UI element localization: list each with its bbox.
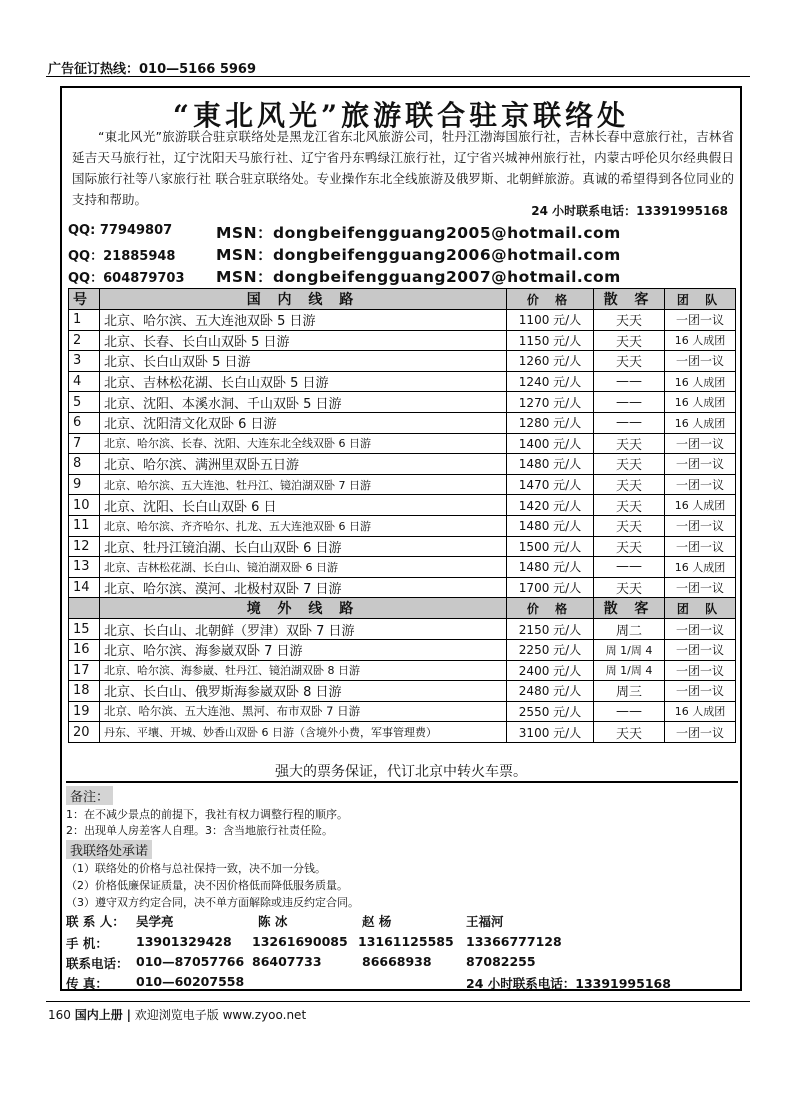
- mobile-number: 13901329428: [136, 934, 232, 949]
- schedule-cell: 天天: [594, 577, 665, 598]
- contact-person-label: 联 系 人：: [66, 914, 125, 929]
- table-row: [69, 474, 736, 495]
- group-cell: 一团一议: [665, 722, 736, 743]
- row-number: 20: [69, 722, 100, 743]
- table-row: [69, 619, 736, 640]
- table-row: [69, 392, 736, 413]
- group-cell: 一团一议: [665, 474, 736, 495]
- price-cell: 1260 元/人: [507, 351, 594, 372]
- schedule-cell: ——: [594, 412, 665, 433]
- schedule-cell: ——: [594, 371, 665, 392]
- price-cell: 1420 元/人: [507, 495, 594, 516]
- msn-address[interactable]: MSN：dongbeifengguang2005@hotmail.com: [216, 224, 621, 242]
- row-number: 6: [69, 412, 100, 433]
- route-cell: 北京、哈尔滨、海参崴双卧 7 日游: [100, 639, 507, 660]
- page-number: 160: [48, 1008, 71, 1022]
- group-cell: 16 人成团: [665, 412, 736, 433]
- page-footer: [48, 1006, 306, 1023]
- group-cell: 16 人成团: [665, 557, 736, 578]
- route-cell: 北京、长白山、俄罗斯海参崴双卧 8 日游: [100, 681, 507, 702]
- tel-number: 010—87057766: [136, 954, 245, 969]
- footer-separator: |: [126, 1008, 131, 1022]
- schedule-cell: ——: [594, 557, 665, 578]
- col-route-header: 国 内 线 路: [100, 289, 507, 310]
- route-cell: 北京、哈尔滨、五大连池双卧 5 日游: [100, 310, 507, 331]
- table-row: [69, 495, 736, 516]
- row-number: 5: [69, 392, 100, 413]
- route-cell: 北京、哈尔滨、五大连池、牡丹江、镜泊湖双卧 7 日游: [100, 474, 507, 495]
- table-row: [69, 310, 736, 331]
- qq-number: QQ: 77949807: [68, 223, 173, 238]
- route-cell: 北京、吉林松花湖、长白山双卧 5 日游: [100, 371, 507, 392]
- group-cell: 16 人成团: [665, 495, 736, 516]
- promise-title: 我联络处承诺: [66, 840, 152, 859]
- row-number: 12: [69, 536, 100, 557]
- contact-name: 赵 杨: [362, 914, 392, 929]
- row-number: 1: [69, 310, 100, 331]
- price-cell: 1480 元/人: [507, 515, 594, 536]
- promise-line: （1）联络处的价格与总社保持一致，决不加一分钱。: [66, 862, 326, 875]
- group-cell: 16 人成团: [665, 392, 736, 413]
- footer-section: 国内上册: [74, 1008, 123, 1022]
- tour-table: [68, 288, 736, 743]
- row-number: 7: [69, 433, 100, 454]
- col-number-header-blank: [69, 598, 100, 619]
- remarks-title: 备注：: [66, 786, 113, 805]
- table-row: [69, 701, 736, 722]
- row-number: 16: [69, 639, 100, 660]
- price-cell: 1270 元/人: [507, 392, 594, 413]
- price-cell: 1470 元/人: [507, 474, 594, 495]
- schedule-cell: 周 1/周 4: [594, 639, 665, 660]
- page-title: “東北风光”旅游联合驻京联络处: [172, 99, 630, 132]
- col-price-header: 价 格: [507, 289, 594, 310]
- footer-rule: [46, 1001, 750, 1002]
- section-divider: [66, 781, 738, 783]
- group-cell: 一团一议: [665, 515, 736, 536]
- route-cell: 丹东、平壤、开城、妙香山双卧 6 日游（含境外小费，军事管理费）: [100, 722, 507, 743]
- mobile-label: 手 机：: [66, 936, 108, 951]
- group-cell: 一团一议: [665, 351, 736, 372]
- price-cell: 1480 元/人: [507, 557, 594, 578]
- table-row: [69, 557, 736, 578]
- group-cell: 一团一议: [665, 660, 736, 681]
- price-cell: 2250 元/人: [507, 639, 594, 660]
- schedule-cell: 天天: [594, 495, 665, 516]
- schedule-cell: 天天: [594, 330, 665, 351]
- tel-number: 86407733: [252, 954, 322, 969]
- route-cell: 北京、哈尔滨、长春、沈阳、大连东北全线双卧 6 日游: [100, 433, 507, 454]
- phone-24h-bottom: 24 小时联系电话：13391995168: [466, 976, 671, 991]
- price-cell: 1500 元/人: [507, 536, 594, 557]
- row-number: 9: [69, 474, 100, 495]
- remark-line: 2：出现单人房差客人自理。3：含当地旅行社责任险。: [66, 824, 333, 837]
- tel-number: 86668938: [362, 954, 432, 969]
- price-cell: 2400 元/人: [507, 660, 594, 681]
- schedule-cell: ——: [594, 701, 665, 722]
- price-cell: 1240 元/人: [507, 371, 594, 392]
- row-number: 4: [69, 371, 100, 392]
- route-cell: 北京、沈阳、长白山双卧 6 日: [100, 495, 507, 516]
- ad-hotline: 广告征订热线：010—5166 5969: [48, 62, 257, 77]
- table-row: [69, 639, 736, 660]
- table-row: [69, 433, 736, 454]
- schedule-cell: 天天: [594, 474, 665, 495]
- route-cell: 北京、哈尔滨、海参崴、牡丹江、镜泊湖双卧 8 日游: [100, 660, 507, 681]
- group-cell: 16 人成团: [665, 371, 736, 392]
- route-cell: 北京、哈尔滨、齐齐哈尔、扎龙、五大连池双卧 6 日游: [100, 515, 507, 536]
- table-row: [69, 351, 736, 372]
- route-cell: 北京、哈尔滨、五大连池、黑河、布市双卧 7 日游: [100, 701, 507, 722]
- table-row: [69, 722, 736, 743]
- price-cell: 2550 元/人: [507, 701, 594, 722]
- schedule-cell: 天天: [594, 310, 665, 331]
- price-cell: 1150 元/人: [507, 330, 594, 351]
- row-number: 14: [69, 577, 100, 598]
- route-cell: 北京、哈尔滨、漠河、北极村双卧 7 日游: [100, 577, 507, 598]
- route-cell: 北京、沈阳清文化双卧 6 日游: [100, 412, 507, 433]
- col-route-header: 境 外 线 路: [100, 598, 507, 619]
- route-cell: 北京、哈尔滨、满洲里双卧五日游: [100, 454, 507, 475]
- remark-line: 1：在不减少景点的前提下，我社有权力调整行程的顺序。: [66, 808, 348, 821]
- schedule-cell: ——: [594, 392, 665, 413]
- route-cell: 北京、长白山双卧 5 日游: [100, 351, 507, 372]
- price-cell: 1280 元/人: [507, 412, 594, 433]
- qq-number: QQ：604879703: [68, 271, 185, 286]
- col-group-header: 团 队: [665, 289, 736, 310]
- contact-name: 陈 冰: [258, 914, 288, 929]
- msn-address[interactable]: MSN：dongbeifengguang2006@hotmail.com: [216, 246, 621, 264]
- price-cell: 3100 元/人: [507, 722, 594, 743]
- table-row: [69, 660, 736, 681]
- group-cell: 一团一议: [665, 681, 736, 702]
- group-cell: 16 人成团: [665, 330, 736, 351]
- contact-name: 吴学亮: [136, 914, 174, 929]
- contact-name: 王福河: [466, 914, 504, 929]
- fax-label: 传 真：: [66, 976, 108, 991]
- col-schedule-header: 散 客: [594, 289, 665, 310]
- row-number: 11: [69, 515, 100, 536]
- price-cell: 1700 元/人: [507, 577, 594, 598]
- top-rule: [46, 76, 750, 77]
- row-number: 10: [69, 495, 100, 516]
- row-number: 13: [69, 557, 100, 578]
- table-row: [69, 681, 736, 702]
- ad-frame: [60, 86, 742, 991]
- route-cell: 北京、沈阳、本溪水洞、千山双卧 5 日游: [100, 392, 507, 413]
- row-number: 3: [69, 351, 100, 372]
- row-number: 19: [69, 701, 100, 722]
- price-cell: 1480 元/人: [507, 454, 594, 475]
- mobile-number: 13366777128: [466, 934, 562, 949]
- route-cell: 北京、牡丹江镜泊湖、长白山双卧 6 日游: [100, 536, 507, 557]
- table-row: [69, 412, 736, 433]
- group-cell: 一团一议: [665, 619, 736, 640]
- price-cell: 2150 元/人: [507, 619, 594, 640]
- group-cell: 一团一议: [665, 454, 736, 475]
- row-number: 17: [69, 660, 100, 681]
- ticket-slogan: 强大的票务保证，代订北京中转火车票。: [275, 764, 527, 780]
- foreign-header-row: [69, 598, 736, 619]
- promise-line: （2）价格低廉保证质量，决不因价格低而降低服务质量。: [66, 879, 348, 892]
- group-cell: 一团一议: [665, 536, 736, 557]
- mobile-number: 13261690085: [252, 934, 348, 949]
- schedule-cell: 周二: [594, 619, 665, 640]
- price-cell: 1100 元/人: [507, 310, 594, 331]
- mobile-number: 13161125585: [358, 934, 454, 949]
- route-cell: 北京、长春、长白山双卧 5 日游: [100, 330, 507, 351]
- group-cell: 一团一议: [665, 433, 736, 454]
- domestic-header-row: [69, 289, 736, 310]
- schedule-cell: 天天: [594, 433, 665, 454]
- table-row: [69, 515, 736, 536]
- col-price-header: 价 格: [507, 598, 594, 619]
- schedule-cell: 周 1/周 4: [594, 660, 665, 681]
- group-cell: 一团一议: [665, 639, 736, 660]
- schedule-cell: 天天: [594, 536, 665, 557]
- col-group-header: 团 队: [665, 598, 736, 619]
- row-number: 8: [69, 454, 100, 475]
- price-cell: 1400 元/人: [507, 433, 594, 454]
- price-cell: 2480 元/人: [507, 681, 594, 702]
- table-row: [69, 536, 736, 557]
- msn-address[interactable]: MSN：dongbeifengguang2007@hotmail.com: [216, 268, 621, 286]
- schedule-cell: 天天: [594, 722, 665, 743]
- route-cell: 北京、吉林松花湖、长白山、镜泊湖双卧 6 日游: [100, 557, 507, 578]
- col-number-header: 号: [69, 289, 100, 310]
- phone-24h-top: 24 小时联系电话：13391995168: [531, 204, 728, 218]
- promise-line: （3）遵守双方约定合同，决不单方面解除或违反约定合同。: [66, 896, 359, 909]
- table-row: [69, 371, 736, 392]
- col-schedule-header: 散 客: [594, 598, 665, 619]
- route-cell: 北京、长白山、北朝鲜（罗津）双卧 7 日游: [100, 619, 507, 640]
- group-cell: 一团一议: [665, 577, 736, 598]
- row-number: 2: [69, 330, 100, 351]
- qq-number: QQ：21885948: [68, 249, 176, 264]
- schedule-cell: 天天: [594, 454, 665, 475]
- row-number: 18: [69, 681, 100, 702]
- schedule-cell: 天天: [594, 351, 665, 372]
- schedule-cell: 天天: [594, 515, 665, 536]
- group-cell: 一团一议: [665, 310, 736, 331]
- tel-number: 87082255: [466, 954, 536, 969]
- fax-number: 010—60207558: [136, 974, 245, 989]
- group-cell: 16 人成团: [665, 701, 736, 722]
- table-row: [69, 330, 736, 351]
- schedule-cell: 周三: [594, 681, 665, 702]
- intro-paragraph: “東北风光”旅游联合驻京联络处是黑龙江省东北风旅游公司，牡丹江渤海国旅行社，吉林长春中意旅行社，吉林省延吉天马旅行社，辽宁沈阳天马旅行社、辽宁省丹东鸭绿江旅行社，辽宁省兴城神州旅行社，内蒙古呼伦贝尔经典假日国际旅行社等八家旅行社 联合驻京联络处。专业操作东北全线旅游及俄罗斯、北朝鲜旅游。真诚的希望得到各位同业的支持和帮助。: [72, 129, 734, 207]
- table-row: [69, 454, 736, 475]
- row-number: 15: [69, 619, 100, 640]
- table-row: [69, 577, 736, 598]
- footer-website[interactable]: 欢迎浏览电子版 www.zyoo.net: [134, 1008, 307, 1022]
- tel-label: 联系电话：: [66, 956, 129, 971]
